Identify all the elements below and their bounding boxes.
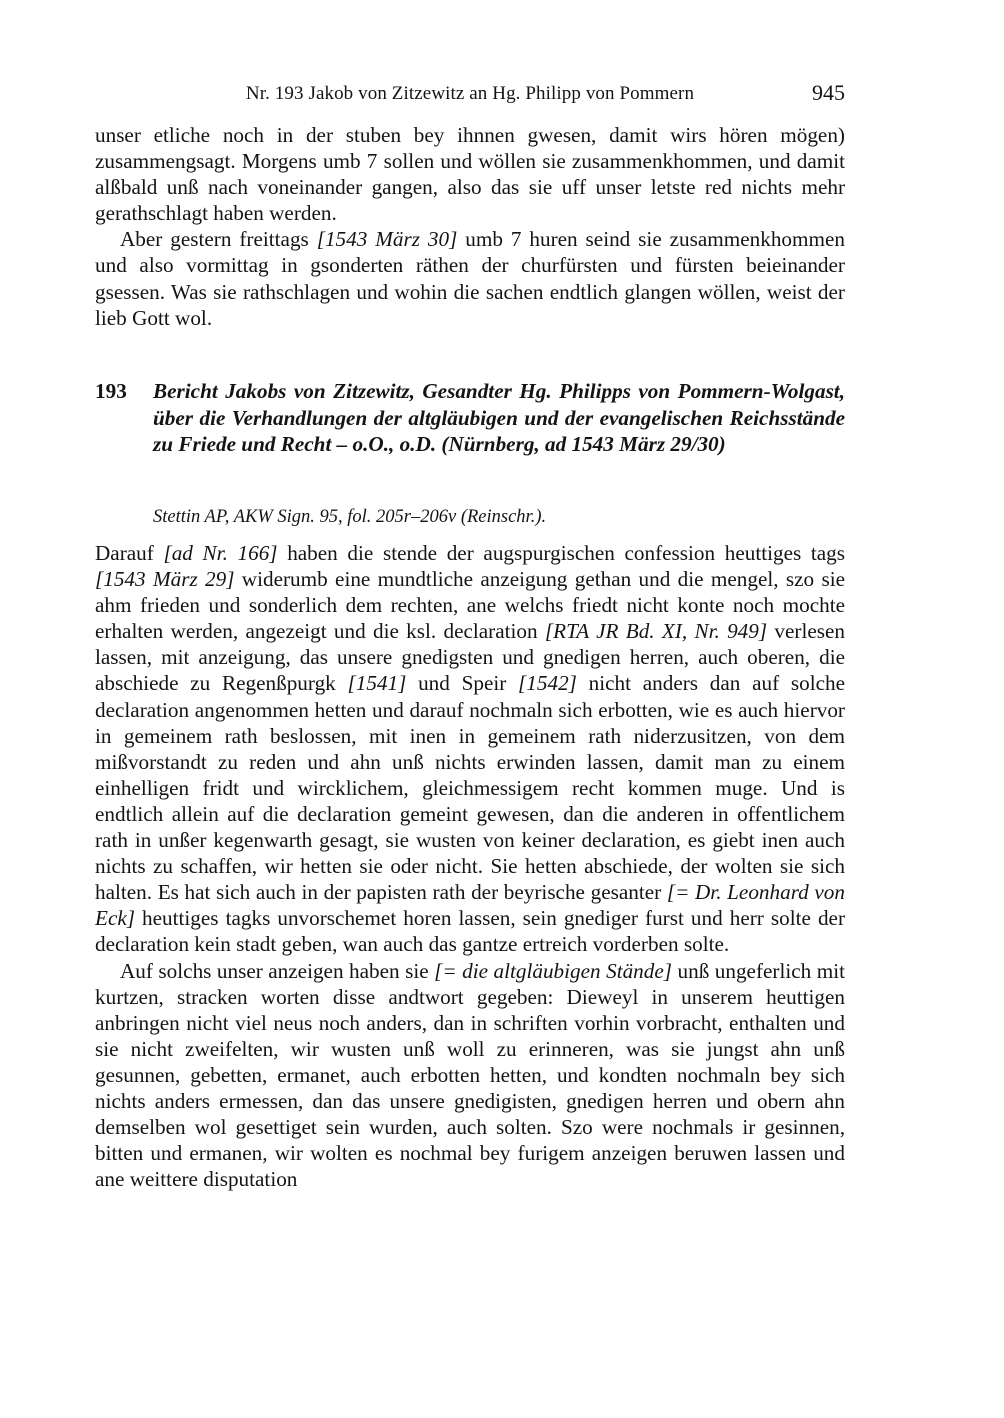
text-run: und Speir	[406, 671, 519, 696]
text-run: Auf solchs unser anzeigen haben sie	[120, 958, 435, 983]
editorial-note: [= Dr. Leonhard von Eck]	[95, 880, 845, 931]
paragraph: unser etliche noch in der stuben bey ihnnen gwesen, damit wirs hören mögen) zusammengsagt. Morgens umb 7 sollen und wöllen sie zusammenkhommen, und damit alßbald unß nach voneinander gangen, also das sie uff unser letste red nichts mehr gerathschlagt haben werden.	[95, 123, 845, 226]
document-heading	[95, 378, 845, 458]
text-run: Darauf	[95, 541, 164, 565]
document-number: 193	[95, 379, 127, 403]
paragraph	[95, 226, 845, 330]
text-run: Aber gestern freittags	[120, 227, 317, 252]
editorial-note: [ad Nr. 166]	[163, 541, 278, 565]
text-run: haben die stende der augspurgischen confession heuttiges tags	[277, 541, 845, 565]
running-title: Nr. 193 Jakob von Zitzewitz an Hg. Philipp von Pommern	[245, 83, 695, 104]
text-run: verlesen lassen, mit anzeigung, das unsere gnedigsten und gnedigen herren, auch oberen, die abschiede zu Regenßpurgk	[95, 619, 846, 696]
source-citation: Stettin AP, AKW Sign. 95, fol. 205r–206v (Reinschr.).	[153, 507, 547, 527]
paragraph	[95, 958, 845, 1193]
text-run: heuttiges tagks unvorschemet horen lassen, sein gnediger furst und herr solte der declaration kein stadt geben, wan auch das gantze ertreich vorderben solte.	[95, 906, 845, 957]
document-body	[95, 540, 845, 1192]
continuation-text	[95, 122, 845, 331]
text-run: widerumb eine mundtliche anzeigung gethan und die mengel, szo sie ahm frieden und sonderlich dem rechten, ane welchs friedt nicht konte noch mochte erhalten werden, angezeigt und die ksl. declaration	[95, 567, 845, 644]
editorial-note: [1541]	[347, 671, 407, 696]
running-head	[95, 80, 845, 108]
editorial-note: [= die altgläubigen Stände]	[434, 958, 673, 983]
editorial-note: [1543 März 30]	[316, 227, 458, 252]
document-title: Bericht Jakobs von Zitzewitz, Gesandter Hg. Philipps von Pommern-Wolgast, über die Verhandlungen der altgläubigen und der evangelischen Reichsstände zu Friede und Recht – o.O., o.D. (Nürnberg, ad 1543 März 29/30)	[153, 379, 845, 457]
text-run: nicht anders dan auf solche declaration angenommen hetten und darauf nochmaln sich erbotten, wie es auch hiervor in gemeinem rath beslossen, mit inen in gemeinem rath niderzusitzen, von dem mißvorstandt zu reden und ahn unß nichts erwinden lassen, damit man zu einem einhelligen fridt und wircklichem, gleichmessigem recht kommen muge. Und is endtlich allein auf die declaration gemeint gewesen, dan die anderen in offentlichem rath in unßer kegenwarth gesagt, sie wusten von keiner declaration, es giebt inen auch nichts zu schaffen, wir hetten sie oder nicht. Sie hetten abschiede, der wolten sie sich halten. Es hat sich auch in der papisten rath der beyrische gesanter	[95, 671, 845, 905]
editorial-note: [1543 März 29]	[95, 567, 235, 592]
editorial-note: [RTA JR Bd. XI, Nr. 949]	[544, 619, 768, 644]
text-run: unß ungeferlich mit kurtzen, stracken worten disse andtwort gegeben: Dieweyl in unserem heuttigen anbringen nicht viel neus noch anders, dan in schriften vorhin vorbracht, enthalten und sie nicht zweifelten, wir wusten unß woll zu erinneren, was sie jungst ahn unß gesunnen, gebetten, ermanet, auch erbotten hetten, und kondten nochmaln bey sich nichts anders ermessen, dan das unsere gnedigisten, gnedigen herren und obern ahn demselben wol gesettiget sein wurden, auch solten. Szo were nochmals ir gesinnen, bitten und ermanen, wir wolten es nochmal bey furigem anzeigen beruwen lassen und ane weittere disputation	[95, 958, 845, 1192]
editorial-note: [1542]	[518, 671, 577, 696]
text-run: umb 7 huren seind sie zusammenkhommen und also vormittag in gsonderten räthen der churfürsten und fürsten beieinander gsessen. Was sie rathschlagen und wohin die sachen endtlich glangen wöllen, weist der lieb Gott wol.	[95, 227, 845, 330]
paragraph	[95, 540, 845, 958]
page-number: 945	[812, 80, 845, 105]
